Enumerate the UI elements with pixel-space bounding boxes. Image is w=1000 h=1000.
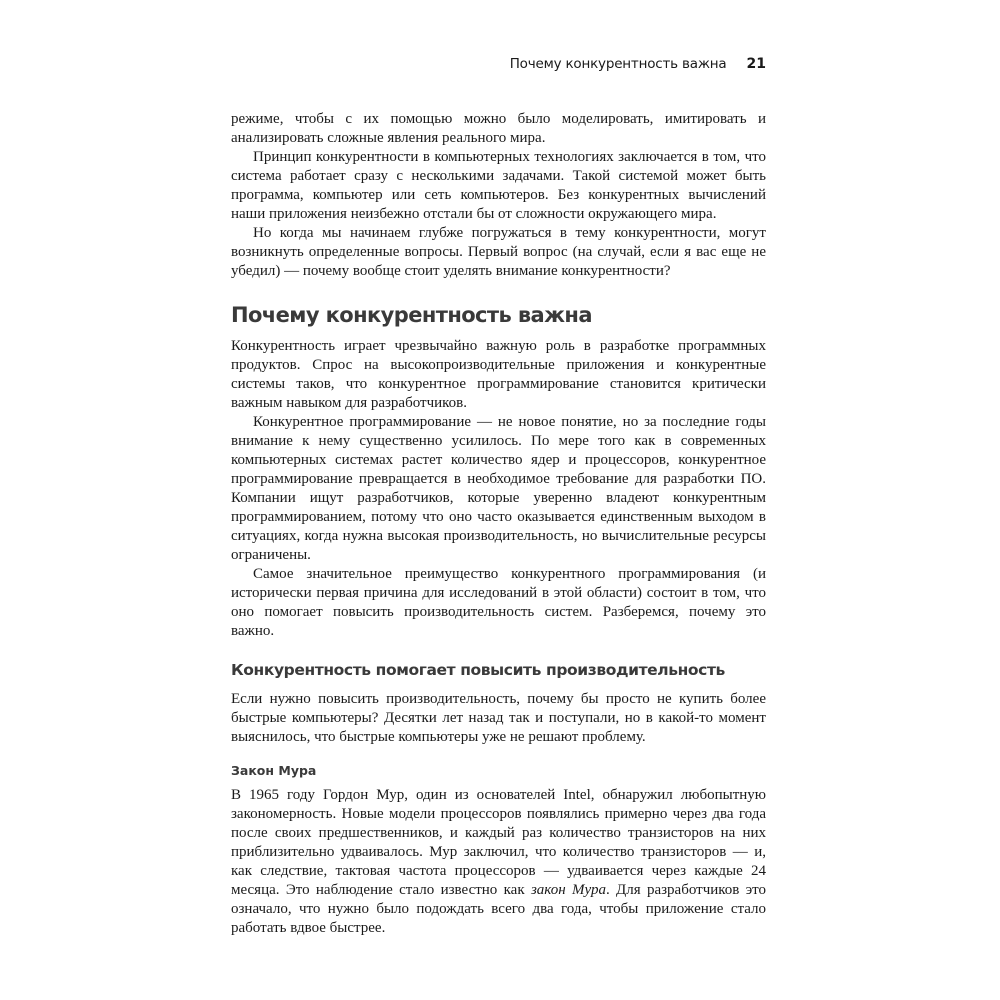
running-header	[231, 56, 766, 72]
section-heading: Почему конкурентность важна	[231, 303, 592, 327]
running-title: Почему конкурентность важна	[509, 56, 727, 72]
emphasis-term: закон Мура	[530, 882, 606, 898]
paragraph: Принцип конкурентности в компьютерных технологиях заключается в том, что система работает сразу с несколькими задачами. Такой системой может быть программа, компьютер или сеть компьютеров. Без конкурентных вычислений наши приложения неизбежно отстали бы от сложности окружающего мира.	[231, 149, 766, 222]
paragraph: режиме, чтобы с их помощью можно было моделировать, имитировать и анализировать сложные явления реального мира.	[231, 111, 766, 146]
page-content	[231, 110, 766, 938]
paragraph: Самое значительное преимущество конкурентного программирования (и исторически первая причина для исследований в этой области) состоит в том, что оно помогает повысить производительность систем. Разберемся, почему это важно.	[231, 566, 766, 639]
paragraph: Но когда мы начинаем глубже погружаться в тему конкурентности, могут возникнуть определенные вопросы. Первый вопрос (на случай, если я вас еще не убедил) — почему вообще стоит уделять внимание конкурентности?	[231, 225, 766, 279]
paragraph-text: . Для разработчиков это означало, что нужно было подождать всего два года, чтобы приложение стало работать вдвое быстрее.	[231, 882, 766, 936]
paragraph: Если нужно повысить производительность, почему бы просто не купить более быстрые компьютеры? Десятки лет назад так и поступали, но в какой-то момент выяснилось, что быстрые компьютеры уже не решают проблему.	[231, 691, 766, 745]
subsubsection-heading: Закон Мура	[231, 763, 317, 778]
subsection-heading: Конкурентность помогает повысить производительность	[231, 661, 725, 679]
paragraph: Конкурентность играет чрезвычайно важную роль в разработке программных продуктов. Спрос на высокопроизводительные приложения и конкурентные системы таков, что конкурентное программирование становится критически важным навыком для разработчиков.	[231, 338, 766, 411]
paragraph	[231, 786, 766, 938]
paragraph: Конкурентное программирование — не новое понятие, но за последние годы внимание к нему существенно усилилось. По мере того как в современных компьютерных системах растет количество ядер и процессоров, конкурентное программирование превращается в необходимое требование для разработки ПО. Компании ищут разработчиков, которые уверенно владеют конкурентным программированием, потому что оно часто оказывается единственным выходом в ситуациях, когда нужна высокая производительность, но вычислительные ресурсы ограничены.	[231, 414, 766, 563]
paragraph-text: В 1965 году Гордон Мур, один из основателей Intel, обнаружил любопытную закономерность. Новые модели процессоров появлялись примерно через два года после своих предшественников, и каждый раз количество транзисторов на них приблизительно удваивалось. Мур заключил, что количество транзисторов — и, как следствие, тактовая частота процессоров — удваивается через каждые 24 месяца. Это наблюдение стало известно как	[231, 787, 766, 898]
page-number: 21	[746, 56, 766, 72]
